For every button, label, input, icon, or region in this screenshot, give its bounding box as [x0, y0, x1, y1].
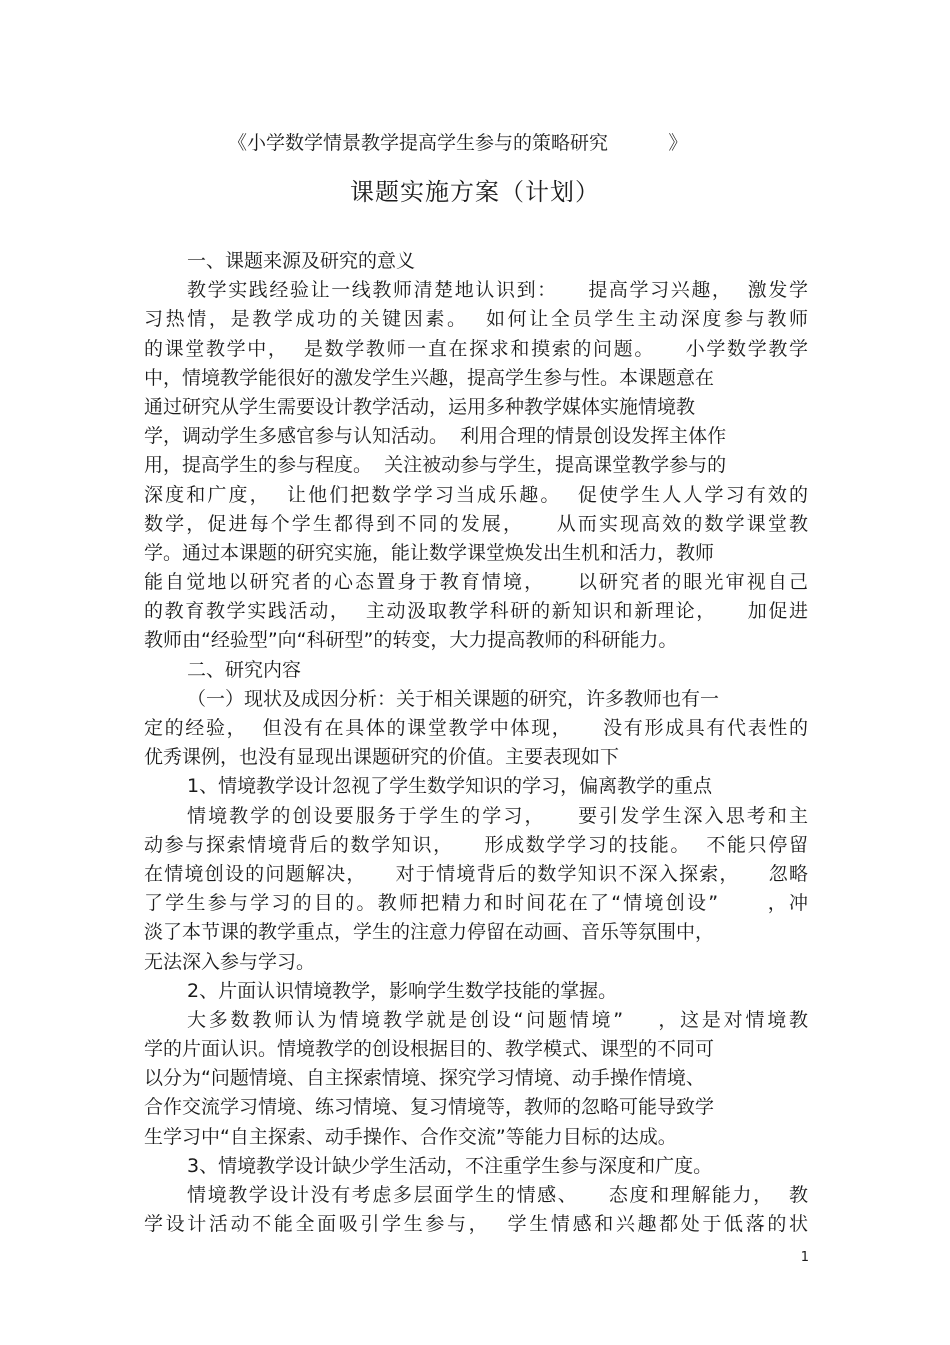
body-line: 中，情境教学能很好的激发学生兴趣，提高学生参与性。本课题意在 [144, 366, 715, 389]
body-line: 能自觉地以研究者的心态置身于教育情境， 以研究者的眼光审视自己 [144, 571, 808, 594]
body-line: 用，提高学生的参与程度。 关注被动参与学生，提高课堂教学参与的 [144, 454, 727, 477]
body-line: 在情境创设的问题解决， 对于情境背后的数学知识不深入探索， 忽略 [144, 862, 808, 885]
body-line: 的教育教学实践活动， 主动汲取教学科研的新知识和新理论， 加促进 [144, 600, 808, 623]
body-line: 学，调动学生多感官参与认知活动。 利用合理的情景创设发挥主体作 [144, 425, 727, 448]
body-line: 一、课题来源及研究的意义 [187, 250, 416, 272]
body-line: 合作交流学习情境、练习情境、复习情境等，教师的忽略可能导致学 [144, 1096, 715, 1119]
body-line: 了学生参与学习的目的。教师把精力和时间花在了“情境创设” ，冲 [144, 892, 808, 915]
body-line: 3、情境教学设计缺少学生活动，不注重学生参与深度和广度。 [187, 1154, 713, 1177]
document-subtitle: 课题实施方案（计划） [350, 178, 600, 206]
body-line: 动参与探索情境背后的数学知识， 形成数学学习的技能。 不能只停留 [144, 833, 808, 856]
body-line: 教学实践经验让一线教师清楚地认识到： 提高学习兴趣， 激发学 [187, 279, 808, 302]
body-line: 的课堂教学中， 是数学教师一直在探求和摸索的问题。 小学数学教学 [144, 337, 808, 360]
body-line: 数学，促进每个学生都得到不同的发展， 从而实现高效的数学课堂教 [144, 512, 808, 535]
body-line: 生学习中“自主探索、动手操作、合作交流”等能力目标的达成。 [144, 1125, 677, 1148]
document-title: 《小学数学情景教学提高学生参与的策略研究 》 [228, 132, 688, 154]
body-line: 优秀课例，也没有显现出课题研究的价值。主要表现如下 [144, 746, 620, 769]
body-line: 教师由“经验型”向“科研型”的转变，大力提高教师的科研能力。 [144, 629, 678, 652]
body-line: 定的经验， 但没有在具体的课堂教学中体现， 没有形成具有代表性的 [144, 717, 808, 739]
body-line: 学。通过本课题的研究实施，能让数学课堂焕发出生机和活力，教师 [144, 541, 715, 564]
body-line: 学的片面认识。情境教学的创设根据目的、教学模式、课型的不同可 [144, 1038, 715, 1061]
body-line: 情境教学设计没有考虑多层面学生的情感、 态度和理解能力， 教 [187, 1184, 808, 1206]
page-number: 1 [800, 1250, 809, 1265]
body-line: （一）现状及成因分析：关于相关课题的研究，许多教师也有一 [187, 687, 720, 710]
body-line: 无法深入参与学习。 [144, 950, 316, 973]
body-line: 学设计活动不能全面吸引学生参与， 学生情感和兴趣都处于低落的状 [144, 1213, 808, 1236]
body-line: 淡了本节课的教学重点，学生的注意力停留在动画、音乐等氛围中， [144, 921, 715, 944]
document-body [144, 247, 808, 1239]
body-line: 深度和广度， 让他们把数学学习当成乐趣。 促使学生人人学习有效的 [144, 483, 808, 506]
body-line: 情境教学的创设要服务于学生的学习， 要引发学生深入思考和主 [187, 804, 808, 827]
body-line: 习热情，是教学成功的关键因素。 如何让全员学生主动深度参与教师 [144, 308, 808, 331]
body-line: 通过研究从学生需要设计教学活动，运用多种教学媒体实施情境教 [144, 395, 696, 418]
body-line: 2、片面认识情境教学，影响学生数学技能的掌握。 [187, 979, 618, 1002]
body-line: 大多数教师认为情境教学就是创设“问题情境” ，这是对情境教 [187, 1008, 808, 1031]
body-line: 1、情境教学设计忽视了学生数学知识的学习，偏离教学的重点 [187, 775, 713, 798]
body-line: 以分为“问题情境、自主探索情境、探究学习情境、动手操作情境、 [144, 1067, 705, 1090]
body-line: 二、研究内容 [187, 658, 302, 681]
